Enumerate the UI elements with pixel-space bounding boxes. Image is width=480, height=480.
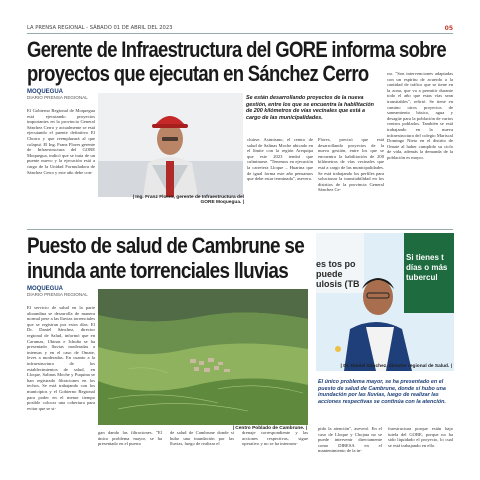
article1-headline-line2: proyectos que ejecutan en Sánchez Cerro xyxy=(27,61,369,86)
article2-column-3: de salud de Cambrune donde si hubo una inundación por las lluvias, luego de realizar el xyxy=(170,430,234,447)
article2-landscape-photo xyxy=(98,289,308,425)
article2-headline-line2: inunda ante torrenciales lluvias xyxy=(27,258,289,283)
article-separator xyxy=(27,229,453,230)
article1-column-1: El Gobierno Regional de Moquegua está ejecutando proyectos importantes en la provincia General Sánchez Cerro y actualmente se está ejecutando el puente definitivo El Chorro y que reemplazará al que colapsó. El Ing. Franz Flores gerente de Infraestructura del GORE Moquegua, indicó que se trata de un puente nuevo y la ejecución está a cargo de la Unidad Formuladora de Sánchez Cerro y este año debe con- xyxy=(27,108,95,175)
article2-column-2: gan dando las filtraciones. "El único problema mayor, se ha presentado en el puesto xyxy=(98,430,162,447)
article1-headline-line1: Gerente de Infraestructura del GORE informa sobre xyxy=(27,37,446,62)
article1-column-2: cluirse. Asimismo, el centro de salud de Salinas Moche ubicado en el límite con la región Arequipa que este 2023 tendrá que culminarse. "Tenemos en ejecución la carretera Lloque – Huarina que de igual forma este año pensamos que debe estar terminada", asevera. xyxy=(247,137,313,182)
article2-headline-line1: Puesto de salud de Cambrune se xyxy=(27,233,305,258)
engineer-portrait-image xyxy=(98,93,243,197)
date-line: LA PRENSA REGIONAL - SÁBADO 01 DE ABRIL DEL 2023 xyxy=(27,25,173,31)
cambrune-village-image xyxy=(98,289,308,425)
article2-person-caption: | Dr. Daniel Sánchez, director regional de Salud. | xyxy=(340,364,452,369)
poster-text-right: Si tienes t días o más tubercul xyxy=(406,253,448,282)
article2-section-name: MOQUEGUA xyxy=(27,286,63,292)
article2-photo-caption: | Centro Poblado de Cambrune. | xyxy=(232,426,307,431)
article2-column-1: El servicio de salud en la parte altoandina se desarrolla de manera normal pese a las lluvias torrenciales que se registran por estos días. El Dr. Daniel Sánchez, director regional de Salud, informó que en Carumas, Ubinas e Ichuña se ha presentado lluvias moderadas a intensas y en el caso de Omate, leves a moderadas. En cuanto a la infraestructura de los establecimientos de salud, en Lloque, Salinas Moche y Puquina se han registrado filtraciones en los techos. Se está trabajando con los municipios y el Gobierno Regional para poder en el menor tiempo posible colocar una cobertura para evitar que se si- xyxy=(27,305,95,411)
article2-headline xyxy=(27,233,304,283)
page-number: 05 xyxy=(444,25,453,32)
article1-photo xyxy=(98,93,243,197)
article2-column-5: pido la atención", aseveró. En el caso de Lloque y Chojata no se puede intervenir directamente como DIRESA en el mantenimiento de la in- xyxy=(318,426,382,454)
article1-section-name: MOQUEGUA xyxy=(27,89,63,95)
header-rule xyxy=(27,33,453,34)
article2-section xyxy=(27,286,88,297)
article1-column-3: Flores, precisó que está desarrollando proyectos de la nueva gestión, entre los que se encuentra la habilitación de 200 kilómetros de vías vecinales que está a cargo de las municipalidades. Se está trabajando los perfiles para solucionar la transitabilidad en los distritos de la provincia General Sánchez Ce- xyxy=(318,137,384,193)
article2-portrait-photo xyxy=(316,233,454,371)
article2-column-6: fraestructura porque están bajo tutela del GORE, porque no ha sido liquidado el proyecto, lo cual se está trabajando en ello. xyxy=(388,426,453,448)
poster-text-left: es tos po puede ulosis (TB xyxy=(316,259,360,289)
article2-column-4: drenaje correspondiente y las acciones respectivas, sigue operativo y no se ha interrum- xyxy=(242,430,308,447)
article2-pull-quote: El único problema mayor, se ha presentado en el puesto de salud de Cambrune, donde sí hubo una inundación por las lluvias, luego de realizar las acciones respectivas se continúa con la atención. xyxy=(318,379,446,405)
article1-headline xyxy=(27,38,446,86)
article2-source: DIARIO PRENSA REGIONAL xyxy=(27,292,88,297)
article1-pull-quote: Se están desarrollando proyectos de la nueva gestión, entre los que se encuentra la habilitación de 200 kilómetros de vías vecinales que está a cargo de las municipalidades. xyxy=(246,95,374,121)
article1-source: DIARIO PRENSA REGIONAL xyxy=(27,95,88,100)
article1-caption: | Ing. Franz Flores, gerente de Infraestructura del GORE Moquegua. | xyxy=(132,195,244,205)
article1-column-4: rro. "Son intervenciones adaptadas con un espíritu de acuerdo a la cantidad de tráfico que se tiene en la zona, que va a permitir durante todo el año que estas vías sean transitables", refirió. Se tiene en camino otros proyectos de saneamiento básico, agua y desagüe para la población de varios centros poblados. También se está trabajando en la nueva infraestructura del colegio Mariscal Domingo Nieto en el distrito de Omate al haber cumplido su ciclo de vida, además la demanda de la población es mayor. xyxy=(387,71,453,160)
article1-section xyxy=(27,89,88,100)
